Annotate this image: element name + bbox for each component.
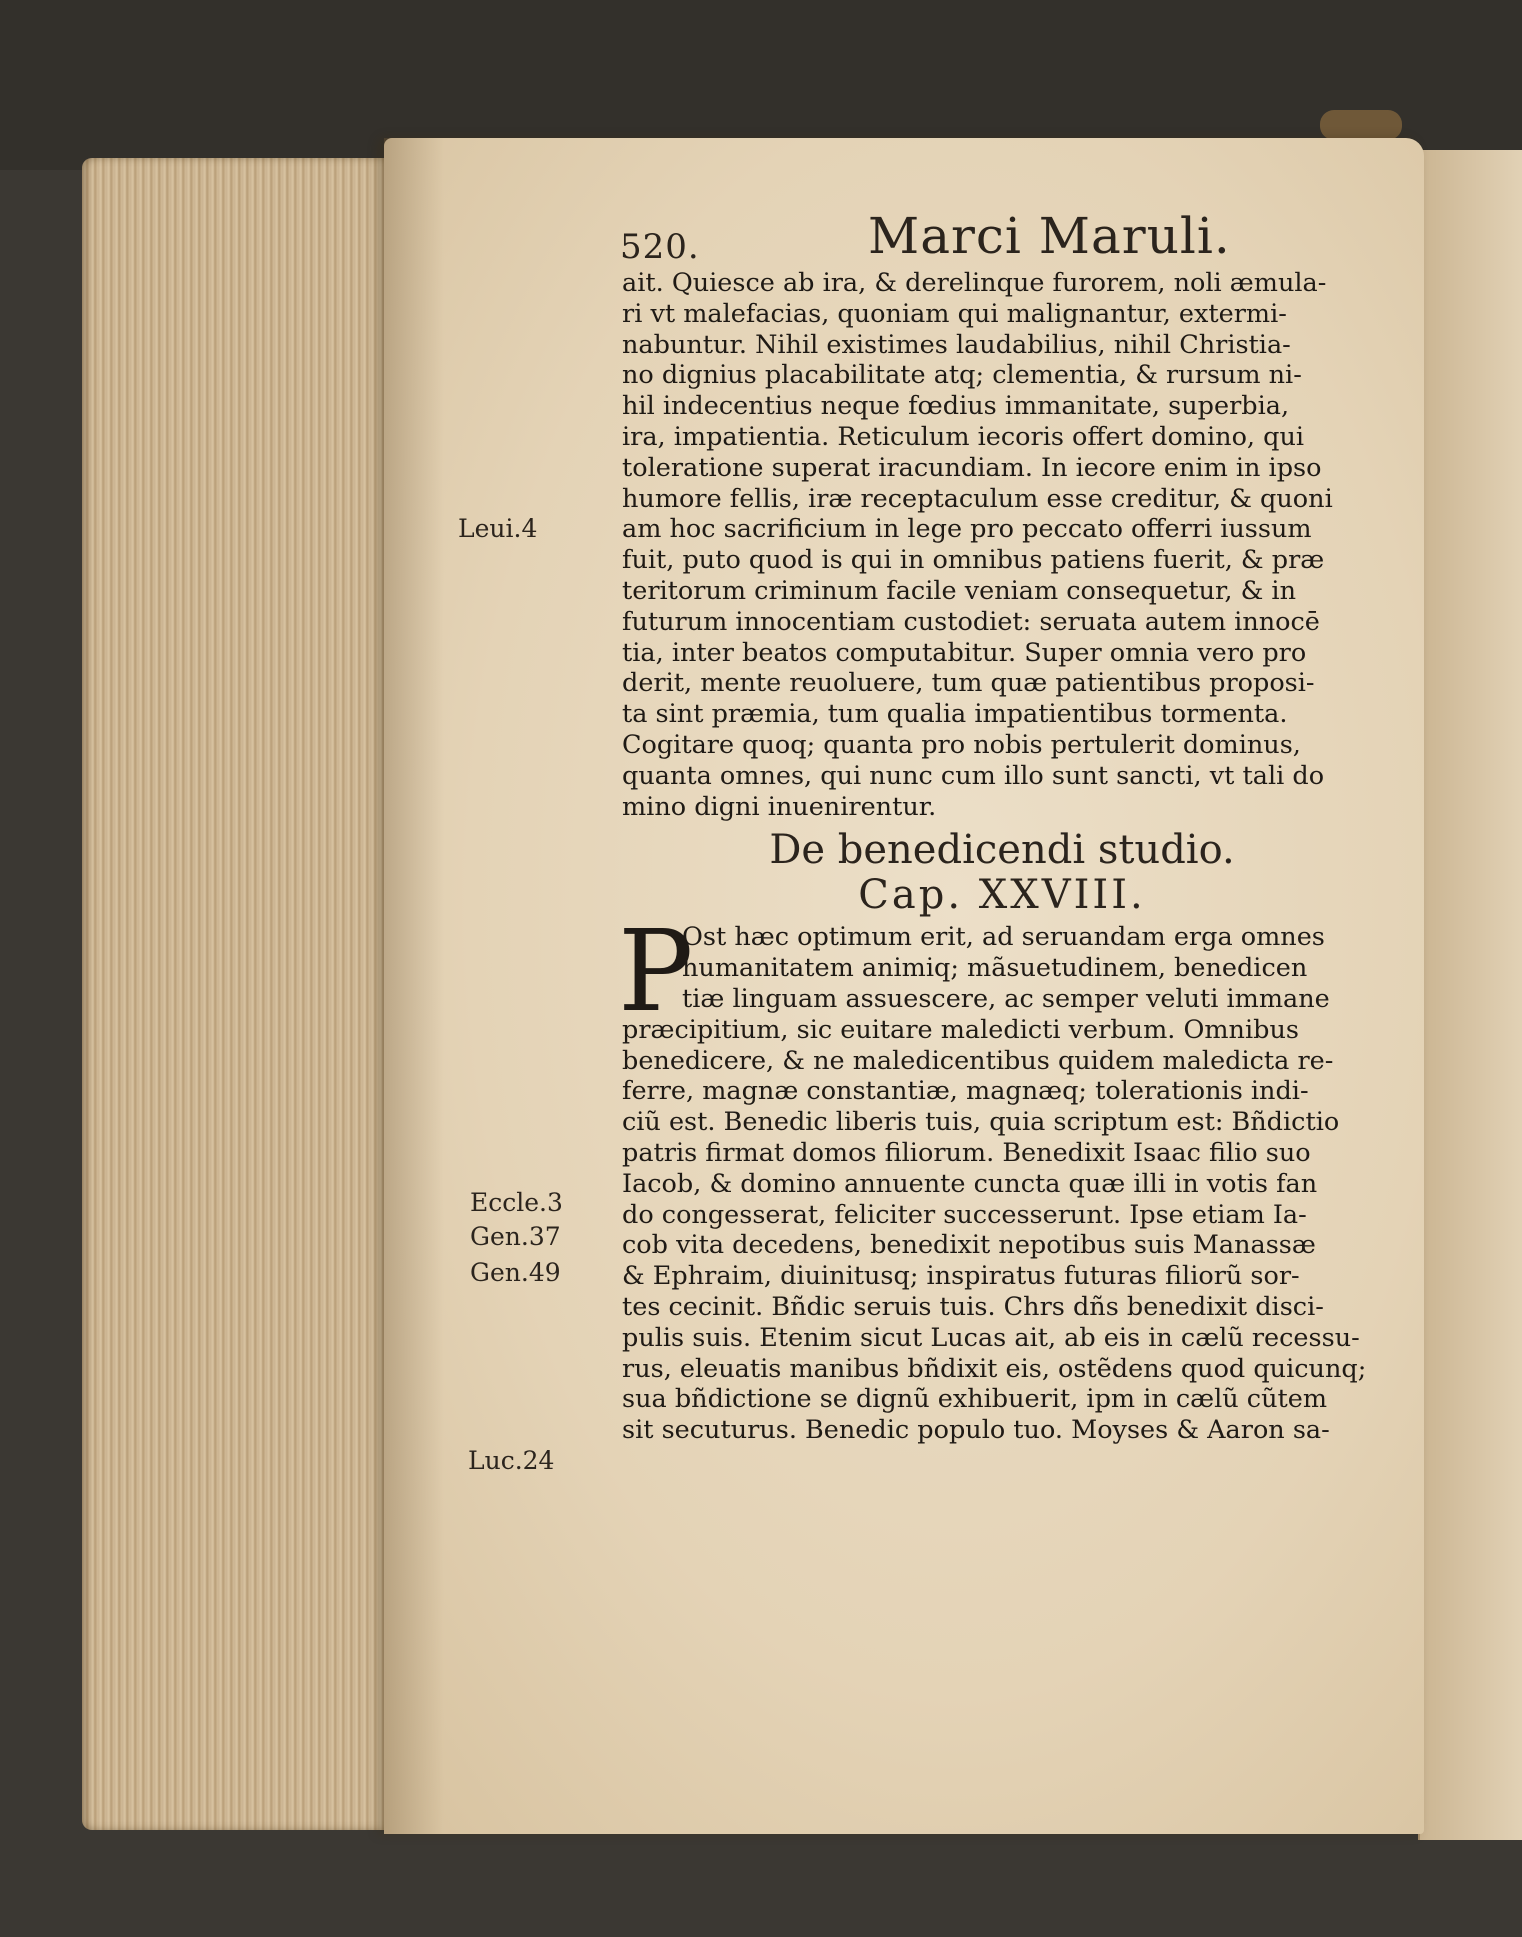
text-line: nabuntur. Nihil existimes laudabilius, nihil Christia- bbox=[622, 329, 1291, 360]
text-line: toleratione superat iracundiam. In iecore enim in ipso bbox=[622, 452, 1322, 483]
text-line: hil indecentius neque fœdius immanitate, superbia, bbox=[622, 391, 1290, 422]
margin-note-eccle: Eccle.3 bbox=[470, 1188, 563, 1217]
text-line: ferre, magnæ constantiæ, magnæq; tolerationis indi- bbox=[622, 1076, 1309, 1107]
text-line: Iacob, & domino annuente cuncta quæ illi in votis fan bbox=[622, 1168, 1318, 1199]
text-line: ira, impatientia. Reticulum iecoris offert domino, qui bbox=[622, 421, 1305, 452]
text-line: futurum innocentiam custodiet: seruata autem innocē bbox=[622, 606, 1320, 637]
text-line: quanta omnes, qui nunc cum illo sunt sancti, vt tali do bbox=[622, 760, 1325, 791]
text-line: ta sint præmia, tum qualia impatientibus tormenta. bbox=[622, 699, 1288, 730]
text-line: humore fellis, iræ receptaculum esse creditur, & quoni bbox=[622, 483, 1333, 514]
text-line: teritorum criminum facile veniam consequetur, & in bbox=[622, 575, 1296, 606]
text-line: Ost hæc optimum erit, ad seruandam erga omnes bbox=[682, 922, 1325, 953]
text-line: do congesserat, feliciter successerunt. Ipse etiam Ia- bbox=[622, 1199, 1307, 1230]
page-edges bbox=[82, 158, 394, 1830]
chapter-number: Cap. XXVIII. bbox=[858, 872, 1146, 919]
running-title: Marci Maruli. bbox=[868, 207, 1231, 265]
text-line: ri vt malefacias, quoniam qui malignantur, extermi- bbox=[622, 298, 1287, 329]
text-line: tes cecinit. Bñdic seruis tuis. Chrs dñs benedixit disci- bbox=[622, 1291, 1324, 1322]
text-line: pulis suis. Etenim sicut Lucas ait, ab eis in cælũ recessu- bbox=[622, 1322, 1360, 1353]
text-line: no dignius placabilitate atq; clementia, & rursum ni- bbox=[622, 360, 1302, 391]
text-line: benedicere, & ne maledicentibus quidem maledicta re- bbox=[622, 1045, 1334, 1076]
text-line: præcipitium, sic euitare maledicti verbum. Omnibus bbox=[622, 1014, 1299, 1045]
text-line: sua bñdictione se dignũ exhibuerit, ipm in cælũ cũtem bbox=[622, 1384, 1328, 1415]
text-line: Cogitare quoq; quanta pro nobis pertulerit dominus, bbox=[622, 729, 1301, 760]
text-line: cob vita decedens, benedixit nepotibus suis Manassæ bbox=[622, 1230, 1316, 1261]
text-line: & Ephraim, diuinitusq; inspiratus futuras filiorũ sor- bbox=[622, 1261, 1300, 1292]
page-header bbox=[0, 205, 1522, 265]
margin-note-gen-37: Gen.37 bbox=[470, 1222, 561, 1251]
margin-note-leui: Leui.4 bbox=[458, 514, 538, 543]
text-line: humanitatem animiq; mãsuetudinem, benedicen bbox=[682, 953, 1308, 984]
text-line: ciũ est. Benedic liberis tuis, quia scriptum est: Bñdictio bbox=[622, 1107, 1340, 1138]
facing-page-edge bbox=[1418, 150, 1522, 1840]
page-number: 520. bbox=[620, 227, 700, 267]
text-line: am hoc sacrificium in lege pro peccato offerri iussum bbox=[622, 514, 1312, 545]
text-line: ait. Quiesce ab ira, & derelinque furorem, noli æmula- bbox=[622, 268, 1327, 298]
text-line: mino digni inuenirentur. bbox=[622, 791, 937, 822]
text-line: tia, inter beatos computabitur. Super omnia vero pro bbox=[622, 637, 1307, 668]
text-line: fuit, puto quod is qui in omnibus patiens fuerit, & præ bbox=[622, 545, 1325, 576]
text-line: tiæ linguam assuescere, ac semper veluti immane bbox=[682, 983, 1330, 1014]
chapter-title: De benedicendi studio. bbox=[769, 827, 1235, 874]
paragraph-before-chapter bbox=[622, 268, 1382, 822]
text-line: rus, eleuatis manibus bñdixit eis, ostẽdens quod quicunq; bbox=[622, 1353, 1367, 1384]
margin-note-luc: Luc.24 bbox=[468, 1446, 555, 1475]
paragraph-after-chapter bbox=[622, 1015, 1382, 1446]
book-clasp bbox=[1320, 110, 1402, 140]
drop-cap: P bbox=[618, 907, 694, 1038]
margin-note-gen-49: Gen.49 bbox=[470, 1258, 561, 1287]
body-text bbox=[618, 268, 1382, 1446]
gutter-shadow bbox=[384, 138, 444, 1834]
text-line: sit secuturus. Benedic populo tuo. Moyses & Aaron sa- bbox=[622, 1415, 1330, 1446]
text-line: patris firmat domos filiorum. Benedixit Isaac filio suo bbox=[622, 1137, 1311, 1168]
text-line: derit, mente reuoluere, tum quæ patientibus proposi- bbox=[622, 668, 1315, 699]
